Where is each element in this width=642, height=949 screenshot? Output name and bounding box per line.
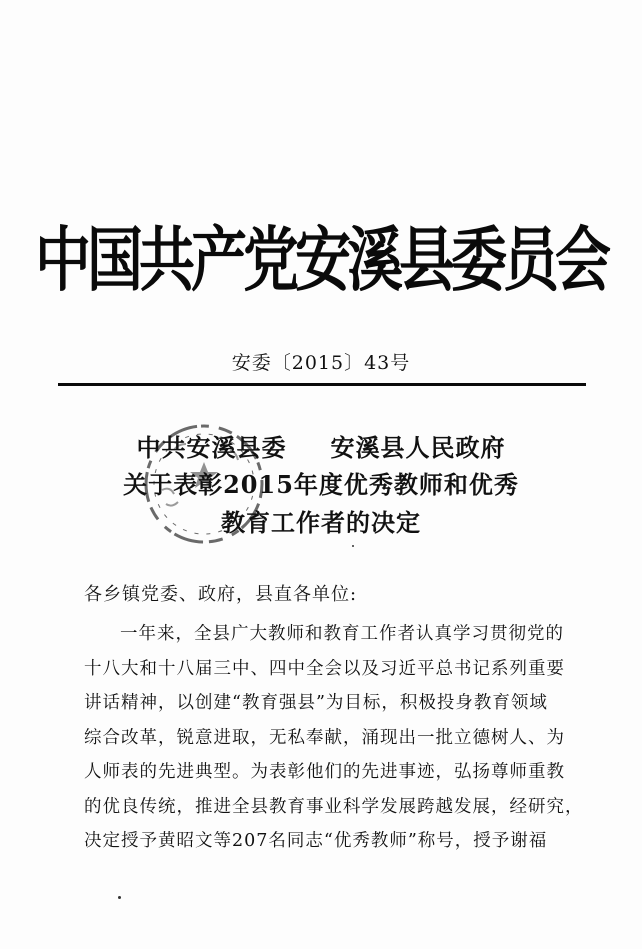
title-issuer-government: 安溪县人民政府 — [330, 433, 506, 462]
body-line: 十八大和十八届三中、四中全会以及习近平总书记系列重要 — [84, 658, 565, 679]
body-line: 人师表的先进典型。为表彰他们的先进事迹，弘扬尊师重教 — [84, 762, 565, 782]
body-line: 一年来，全县广大教师和教育工作者认真学习贯彻党的 — [120, 624, 564, 644]
document-number: 安委〔2015〕43号 — [231, 352, 411, 374]
decision-title-line-2: 关于表彰2015年度优秀教师和优秀 — [123, 470, 519, 499]
body-line: 的优良传统，推进全县教育事业科学发展跨越发展，经研究， — [84, 796, 584, 817]
body-text — [84, 617, 584, 859]
title-issuer-party: 中共安溪县委 — [136, 433, 287, 462]
body-line: 讲话精神，以创建“教育强县”为目标，积极投身教育领域 — [84, 693, 548, 713]
scan-speck — [352, 545, 354, 547]
decision-title-line-3: 教育工作者的决定 — [221, 508, 421, 537]
salutation: 各乡镇党委、政府，县直各单位: — [84, 584, 358, 605]
scan-speck — [118, 896, 121, 899]
body-line: 综合改革，锐意进取，无私奉献，涌现出一批立德树人、为 — [84, 727, 565, 748]
issuer-masthead: 中国共产党安溪县委员会 — [35, 220, 607, 302]
body-line: 决定授予黄昭文等207名同志“优秀教师”称号，授予谢福 — [84, 831, 548, 851]
header-rule — [58, 383, 586, 386]
decision-title-issuers — [0, 428, 642, 463]
